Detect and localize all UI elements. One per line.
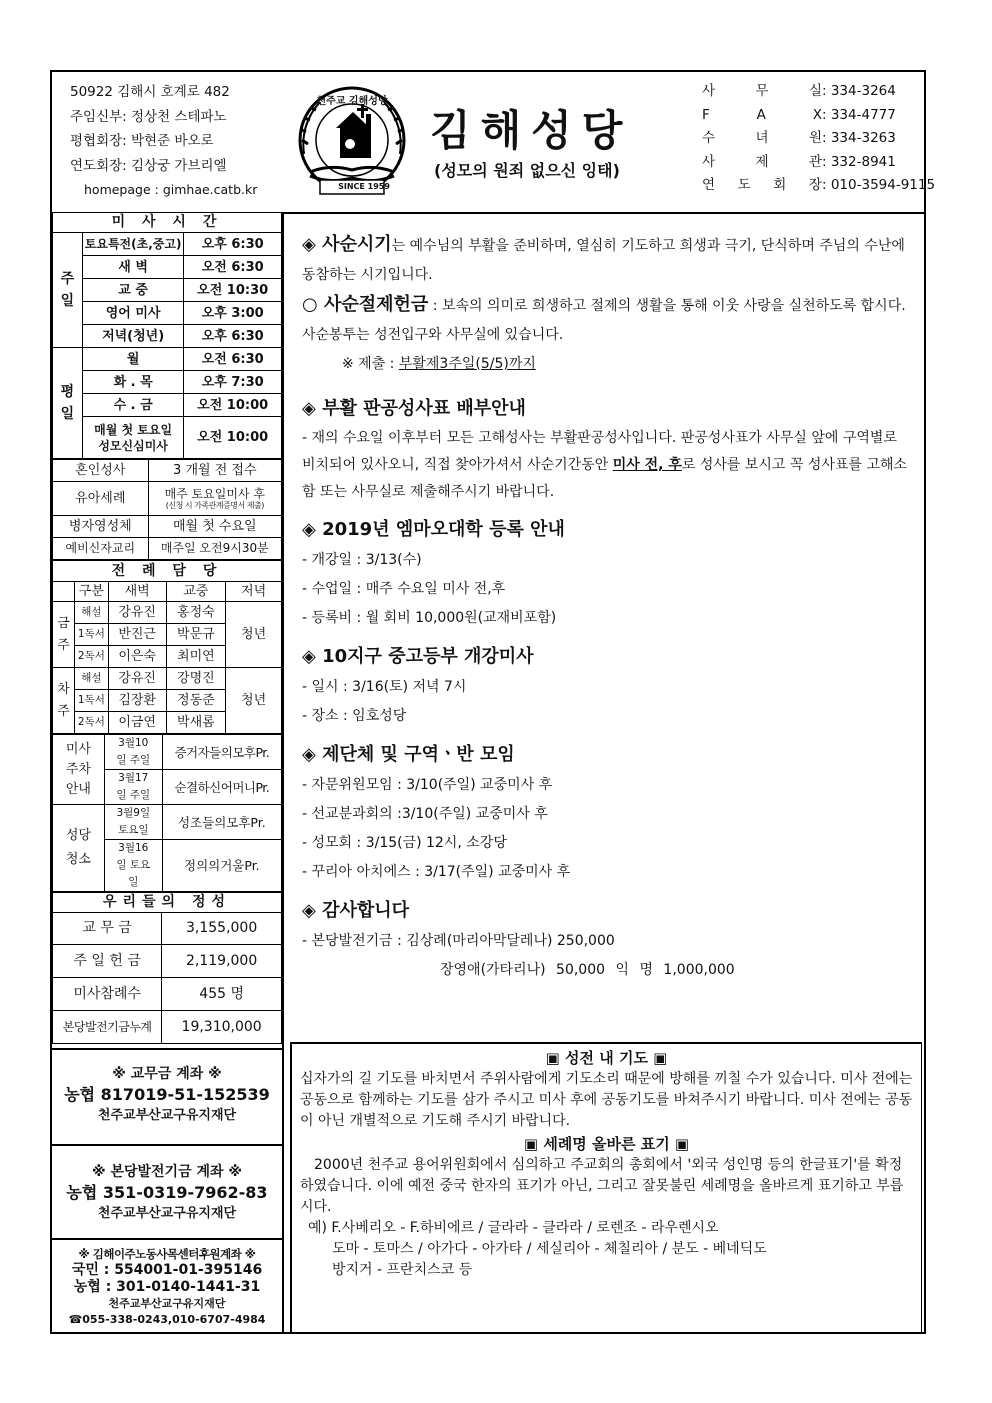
prayer-title: ▣ 성전 내 기도 ▣ <box>545 1049 668 1067</box>
labor-center-account: ※ 김해이주노동사목센터후원계좌 ※ 국민 : 554001-01-395146 농협 : 301-0140-1441-31 천주교부산교구유지재단 ☎055-338-0243,010-6707-4984 <box>52 1238 282 1336</box>
liturgy-table: 전 례 담 당 구분 새벽 교중 저녁 금 주 해설 강유진 홍정숙 청년 1독서 반진근 박문규 2독서 이은숙 최미연 차 주 해설 강유진 강명진 청년 1독서 김장환 정동준 2독서 이금연 박새롬 <box>52 560 282 734</box>
emmaus-title: ◈ 2019년 엠마오대학 등록 안내 <box>302 519 565 540</box>
confession-text: - 재의 수요일 이후부터 모든 고해성사는 부활판공성사입니다. 판공성사표가 사무실 앞에 구역별로 비치되어 있사오니, 직접 찾아가셔서 사순기간동안 미사 전, 후로 성사를 보시고 꼭 성사표를 고해소함 또는 사무실로 제출해주시기 바랍니다. <box>302 430 908 500</box>
yeondo-president: 연도회장: 김상궁 가브리엘 <box>70 157 227 174</box>
thanks-title: ◈ 감사합니다 <box>302 900 410 921</box>
contact-row: F A X : 334-4777 <box>702 106 896 123</box>
examples-line: 예) F.사베리오 - F.하비에르 / 글라라 - 클라라 / 로렌조 - 라우렌시오 <box>308 1220 719 1236</box>
contact-row: 사 무 실 : 334-3264 <box>702 83 896 99</box>
pastor: 주임신부: 정상천 스테파노 <box>70 108 227 125</box>
examples-line: 도마 - 토마스 / 아가다 - 아가타 / 세실리아 - 체칠리아 / 분도 - 베네딕도 <box>332 1241 767 1257</box>
list-item: - 개강일 : 3/13(수) <box>302 552 422 568</box>
list-item: - 자문위원모임 : 3/10(주일) 교중미사 후 <box>302 777 553 793</box>
offering-table: 우리들의 정성 교 무 금 3,155,000 주 일 헌 금 2,119,000 미사참례수 455 명 본당발전기금누계 19,310,000 <box>52 892 282 1044</box>
weekday-label: 평 일 <box>53 348 83 459</box>
info-box <box>290 1042 922 1334</box>
list-item: - 등록비 : 월 회비 10,000원(교재비포함) <box>302 610 557 626</box>
seal-top-text: 천주교 김해성당 <box>316 96 388 107</box>
list-item: - 일시 : 3/16(토) 저녁 7시 <box>302 679 467 695</box>
mass-title: 미 사 시 간 <box>53 213 282 233</box>
list-item: - 선교분과회의 :3/10(주일) 교중미사 후 <box>302 806 548 822</box>
confession-title: ◈ 부활 판공성사표 배부안내 <box>302 398 526 419</box>
list-item: 장영애(가타리나) 50,000 익 명 1,000,000 <box>440 962 735 978</box>
tithe-account: ※ 교무금 계좌 ※ 농협 817019-51-152539 천주교부산교구유지재단 <box>52 1048 282 1142</box>
address: 50922 김해시 호계로 482 <box>70 84 230 100</box>
sunday-label: 주 일 <box>53 233 83 348</box>
list-item: - 본당발전기금 : 김상례(마리아막달레나) 250,000 <box>302 933 615 949</box>
parking-cleaning-table: 미사 주차 안내 3월10일 주일 증거자들의모후Pr. 3월17일 주일 순결하신어머니Pr. 성당 청소 3월9일 토요일 성조들의모후Pr. 3월16일 토요일 정의의거울Pr. <box>52 734 282 892</box>
contact-row: 수 녀 원 : 334-3263 <box>702 130 896 146</box>
seal-since-text: SINCE 1959 <box>338 182 390 191</box>
contact-row: 연 도 회 장 : 010-3594-9115 <box>702 177 936 193</box>
notices <box>302 230 912 985</box>
groups-title: ◈ 제단체 및 구역ㆍ반 모임 <box>302 744 515 765</box>
right-column <box>282 212 926 1334</box>
header-left-info <box>70 80 257 203</box>
lent-notice: ◈ 사순시기는 예수님의 부활을 준비하며, 열심히 기도하고 희생과 극기, 단식하며 주님의 수난에 동참하는 시기입니다. <box>302 234 905 283</box>
prayer-text: 십자가의 길 기도를 바치면서 주위사람에게 기도소리 때문에 방해를 끼칠 수가 있습니다. 미사 전에는 공동으로 함께하는 기도를 삼가 주시고 미사 후에 공동기도를 바쳐주시기 바랍니다. 미사 전에는 공동이 아닌 개별적으로 기도해 주시기 바랍니다. <box>300 1071 913 1129</box>
list-item: - 꾸리아 아치에스 : 3/17(주일) 교중미사 후 <box>302 864 571 880</box>
list-item: - 수업일 : 매주 수요일 미사 전,후 <box>302 581 506 597</box>
baptism-name-text: 2000년 천주교 용어위원회에서 심의하고 주교회의 총회에서 '외국 성인명 등의 한글표기'를 확정하였습니다. 이에 예전 중국 한자의 표기가 아닌, 그리고 잘못불린 세례명을 올바르게 표기하고 부릅시다. <box>300 1157 904 1215</box>
bulletin-frame <box>50 70 936 1334</box>
left-column <box>52 212 282 1326</box>
parish-title: 김해성당 <box>430 106 633 155</box>
mass-schedule-table: 미 사 시 간 주 일 토요특전(초,중고) 오후 6:30 새 벽 오전 6:30 교 중 오전 10:30 영어 미사 오후 3:00 저녁(청년) 오후 6:30 평 일 월 오전 6:30 화 . 목 오후 7:30 수 . 금 오전 10:00 매월 첫 토요일 성모신심미사 오전 10:00 <box>52 212 282 459</box>
submit-line: ※ 제출 : 부활제3주일(5/5)까지 <box>342 356 536 372</box>
list-item: - 장소 : 임호성당 <box>302 708 407 724</box>
youth-mass-title: ◈ 10지구 중고등부 개강미사 <box>302 646 534 667</box>
list-item: - 성모회 : 3/15(금) 12시, 소강당 <box>302 835 507 851</box>
council-president: 평협회장: 박현준 바오로 <box>70 133 214 149</box>
sacrament-table: 혼인성사 3 개월 전 접수 유아세례 매주 토요일미사 후 (신청 시 가족관계증명서 제출) 병자영성체 매월 첫 수요일 예비신자교리 매주일 오전9시30분 <box>52 459 282 560</box>
baptism-name-title: ▣ 세례명 올바른 표기 ▣ <box>523 1135 690 1153</box>
fasting-offering-notice: ○ 사순절제헌금 : 보속의 의미로 희생하고 절제의 생활을 통해 이웃 사랑을 실천하도록 합시다. 사순봉투는 성전입구와 사무실에 있습니다. <box>302 294 906 343</box>
header <box>52 72 936 214</box>
examples-line: 방지거 - 프란치스코 등 <box>332 1262 473 1278</box>
header-contacts <box>702 80 935 198</box>
development-account: ※ 본당발전기금 계좌 ※ 농협 351-0319-7962-83 천주교부산교구유지재단 <box>52 1144 282 1238</box>
homepage: homepage : gimhae.catb.kr <box>84 182 258 197</box>
parish-subtitle: (성모의 원죄 없으신 잉태) <box>434 161 620 180</box>
contact-row: 사 제 관 : 332-8941 <box>702 153 896 170</box>
